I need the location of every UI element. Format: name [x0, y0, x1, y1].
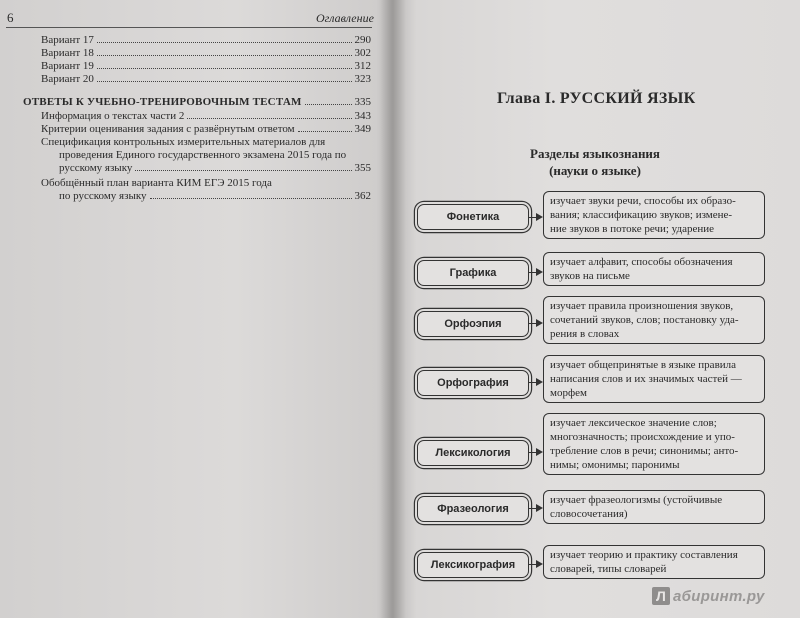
toc-entry — [41, 60, 371, 73]
description-box — [543, 296, 765, 344]
toc-title: Информация о текстах части 2 — [41, 110, 185, 122]
description-line: изучает алфавит, способы обозначения — [550, 256, 733, 268]
toc-entry — [41, 47, 371, 60]
term-box: Лексикография — [417, 552, 529, 578]
toc-entry — [41, 123, 371, 136]
toc-page: 343 — [354, 110, 371, 122]
toc-page: 323 — [354, 73, 371, 85]
description-line: нимы; омонимы; паронимы — [550, 459, 680, 471]
book-gutter — [380, 0, 406, 618]
toc-title: Вариант 18 — [41, 47, 94, 59]
arrow-head — [536, 268, 543, 276]
watermark — [652, 587, 765, 605]
description-line: рения в словах — [550, 328, 620, 340]
description-line: словосочетания) — [550, 508, 628, 520]
watermark-text: абиринт.ру — [673, 587, 765, 605]
toc-title-line: по русскому языку — [59, 190, 147, 202]
chapter-title: Глава I. РУССКИЙ ЯЗЫК — [497, 90, 696, 107]
term-box: Орфоэпия — [417, 311, 529, 337]
description-line: изучает лексическое значение слов; — [550, 417, 717, 429]
running-head: Оглавление — [316, 11, 374, 25]
description-line: изучает теорию и практику составления — [550, 549, 738, 561]
arrow-head — [536, 319, 543, 327]
description-line: звуков на письме — [550, 270, 630, 282]
description-box — [543, 413, 765, 475]
toc-title-line: Спецификация контрольных измерительных материалов для — [41, 136, 326, 148]
term-box: Графика — [417, 260, 529, 286]
description-box — [543, 355, 765, 403]
toc-entry — [41, 34, 371, 47]
term-box: Фразеология — [417, 496, 529, 522]
term-box: Лексикология — [417, 440, 529, 466]
description-box — [543, 191, 765, 239]
description-line: многозначность; происхождение и упо- — [550, 431, 735, 443]
toc-page: 362 — [354, 190, 371, 202]
toc-title: Вариант 19 — [41, 60, 94, 72]
term-box: Фонетика — [417, 204, 529, 230]
toc-entry-section — [23, 96, 371, 109]
header-rule — [6, 27, 372, 28]
subtitle-line: Разделы языкознания — [530, 146, 660, 161]
toc-page: 335 — [354, 96, 371, 108]
description-line: сочетаний звуков, слов; постановку уда- — [550, 314, 739, 326]
arrow-head — [536, 560, 543, 568]
toc-entry — [41, 136, 371, 175]
toc-entry — [41, 177, 371, 203]
section-subtitle — [500, 145, 690, 179]
toc-page: 302 — [354, 47, 371, 59]
description-box — [543, 252, 765, 286]
description-line: изучает звуки речи, способы их образо- — [550, 195, 736, 207]
toc-title: Вариант 17 — [41, 34, 94, 46]
toc-title-line: Обобщённый план варианта КИМ ЕГЭ 2015 года — [41, 177, 272, 189]
description-line: словарей, типы словарей — [550, 563, 667, 575]
toc-title: Вариант 20 — [41, 73, 94, 85]
toc-page: 290 — [354, 34, 371, 46]
toc-page: 349 — [354, 123, 371, 135]
toc-page: 312 — [354, 60, 371, 72]
description-line: изучает фразеологизмы (устойчивые — [550, 494, 723, 506]
toc-page: 355 — [354, 162, 371, 174]
arrow-head — [536, 378, 543, 386]
toc-title: ОТВЕТЫ К УЧЕБНО-ТРЕНИРОВОЧНЫМ ТЕСТАМ — [23, 96, 302, 108]
description-line: требление слов в речи; синонимы; анто- — [550, 445, 739, 457]
description-line: написания слов и их значимых частей — — [550, 373, 742, 385]
toc-entry — [41, 73, 371, 86]
toc-title: Критерии оценивания задания с развёрнутым ответом — [41, 123, 295, 135]
page-number: 6 — [7, 10, 14, 25]
description-line: ние звуков в потоке речи; ударение — [550, 223, 715, 235]
toc-title-line: проведения Единого государственного экзамена 2015 года по — [59, 149, 347, 161]
description-line: морфем — [550, 387, 587, 399]
subtitle-line: (науки о языке) — [549, 163, 641, 178]
arrow-head — [536, 213, 543, 221]
toc-entry — [41, 110, 371, 123]
left-page — [0, 0, 392, 618]
description-line: вания; классификацию звуков; измене- — [550, 209, 733, 221]
arrow-head — [536, 504, 543, 512]
term-box: Орфография — [417, 370, 529, 396]
toc-title-line: русскому языку — [59, 162, 133, 174]
description-line: изучает правила произношения звуков, — [550, 300, 734, 312]
description-line: изучает общепринятые в языке правила — [550, 359, 737, 371]
description-box — [543, 545, 765, 579]
description-box — [543, 490, 765, 524]
arrow-head — [536, 448, 543, 456]
watermark-logo-icon: Л — [652, 587, 670, 605]
